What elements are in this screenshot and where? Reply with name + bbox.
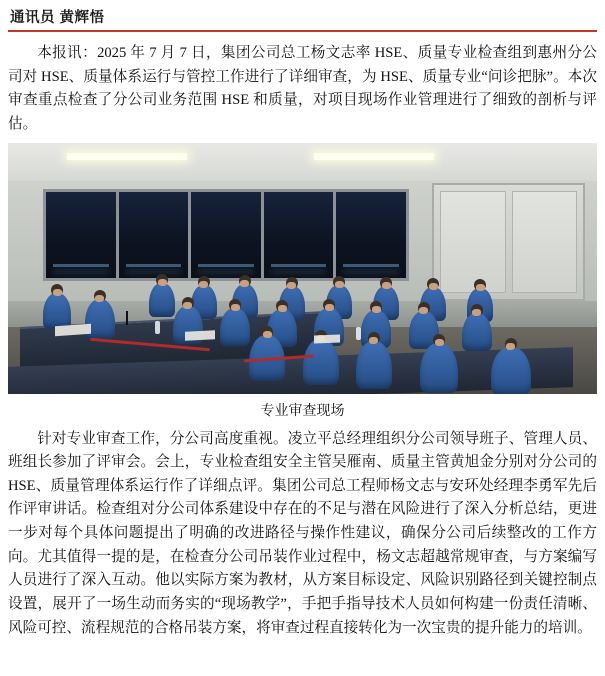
window-pane [46, 192, 118, 278]
attendee-head [418, 302, 430, 314]
attendee-head [333, 276, 345, 288]
attendee-head [229, 299, 241, 311]
window-pane [191, 192, 263, 278]
window-pane [336, 192, 405, 278]
attendee [491, 347, 531, 394]
attendee-head [370, 301, 382, 313]
attendee [462, 313, 492, 351]
window-band [43, 189, 408, 281]
document-on-table [314, 334, 340, 343]
attendee-head [368, 332, 380, 344]
attendee-head [380, 277, 392, 289]
attendee-head [276, 300, 288, 312]
attendee [220, 308, 250, 346]
ceiling [8, 143, 597, 181]
attendee-head [94, 290, 106, 302]
water-bottle [155, 321, 160, 334]
article-page [0, 2, 605, 676]
attendee-head [198, 276, 210, 288]
ceiling-light [67, 153, 187, 160]
attendee-head [182, 297, 194, 309]
attendee [303, 339, 339, 385]
attendee-head [156, 274, 168, 286]
document-on-table [55, 323, 91, 336]
window-pane [264, 192, 336, 278]
attendee-head [471, 304, 483, 316]
document-on-table [185, 330, 215, 341]
attendee-head [433, 334, 445, 346]
attendee-head [261, 326, 273, 338]
attendee-head [427, 278, 439, 290]
accent-divider [8, 30, 597, 32]
attendee-head [505, 338, 517, 350]
cabinet-door [440, 191, 506, 293]
attendee-head [286, 277, 298, 289]
paragraph-2: 针对专业审查工作，分公司高度重视。凌立平总经理组织分公司领导班子、管理人员、班组长参加了评审会。会上，专业检查组安全主管吴雁南、质量主管黄旭金分别对分公司的 HSE、质量管理体系运行作了详细点评。集团公司总工程师杨文志与安环处经理李勇军先后作评审讲话。检查组对分公司体系建设中存在的不足与潜在风险进行了深入分析总结，更进一步对每个具体问题提出了明确的改进路径与操作性建议，确保分公司后续整改的工作方向。尤其值得一提的是，在检查分公司吊装作业过程中，杨文志超越常规审查，与方案编写人员进行了深入互动。他以实际方案为教材，从方案目标设定、风险识别路径到关键控制点设置，展开了一场生动而务实的“现场教学”，手把手指导技术人员如何构建一份责任清晰、风险可控、流程规范的合格吊装方案，将审查过程直接转化为一次宝贵的提升能力的培训。 [8, 430, 597, 636]
byline: 通讯员 黄辉悟 [10, 10, 105, 26]
cabinet-door [512, 191, 578, 293]
attendee [356, 341, 392, 389]
water-bottle [356, 327, 361, 340]
microphone [126, 311, 128, 325]
attendee-head [474, 279, 486, 291]
storage-cabinet [432, 183, 585, 301]
figure-caption: 专业审查现场 [260, 403, 345, 419]
attendee-head [51, 284, 63, 296]
ceiling-light [314, 153, 434, 160]
attendee-head [323, 299, 335, 311]
paragraph-1: 本报讯：2025 年 7 月 7 日，集团公司总工杨文志率 HSE、质量专业检查组到惠州分公司对 HSE、质量体系运行与管控工作进行了详细审查，为 HSE、质量专业“问诊把脉”。本次审查重点检查了分公司业务范围 HSE 和质量，对项目现场作业管理进行了细致的剖析与评估。 [8, 45, 597, 132]
meeting-room-photo [8, 143, 597, 394]
window-pane [119, 192, 191, 278]
figure [8, 143, 597, 420]
attendee-head [239, 275, 251, 287]
